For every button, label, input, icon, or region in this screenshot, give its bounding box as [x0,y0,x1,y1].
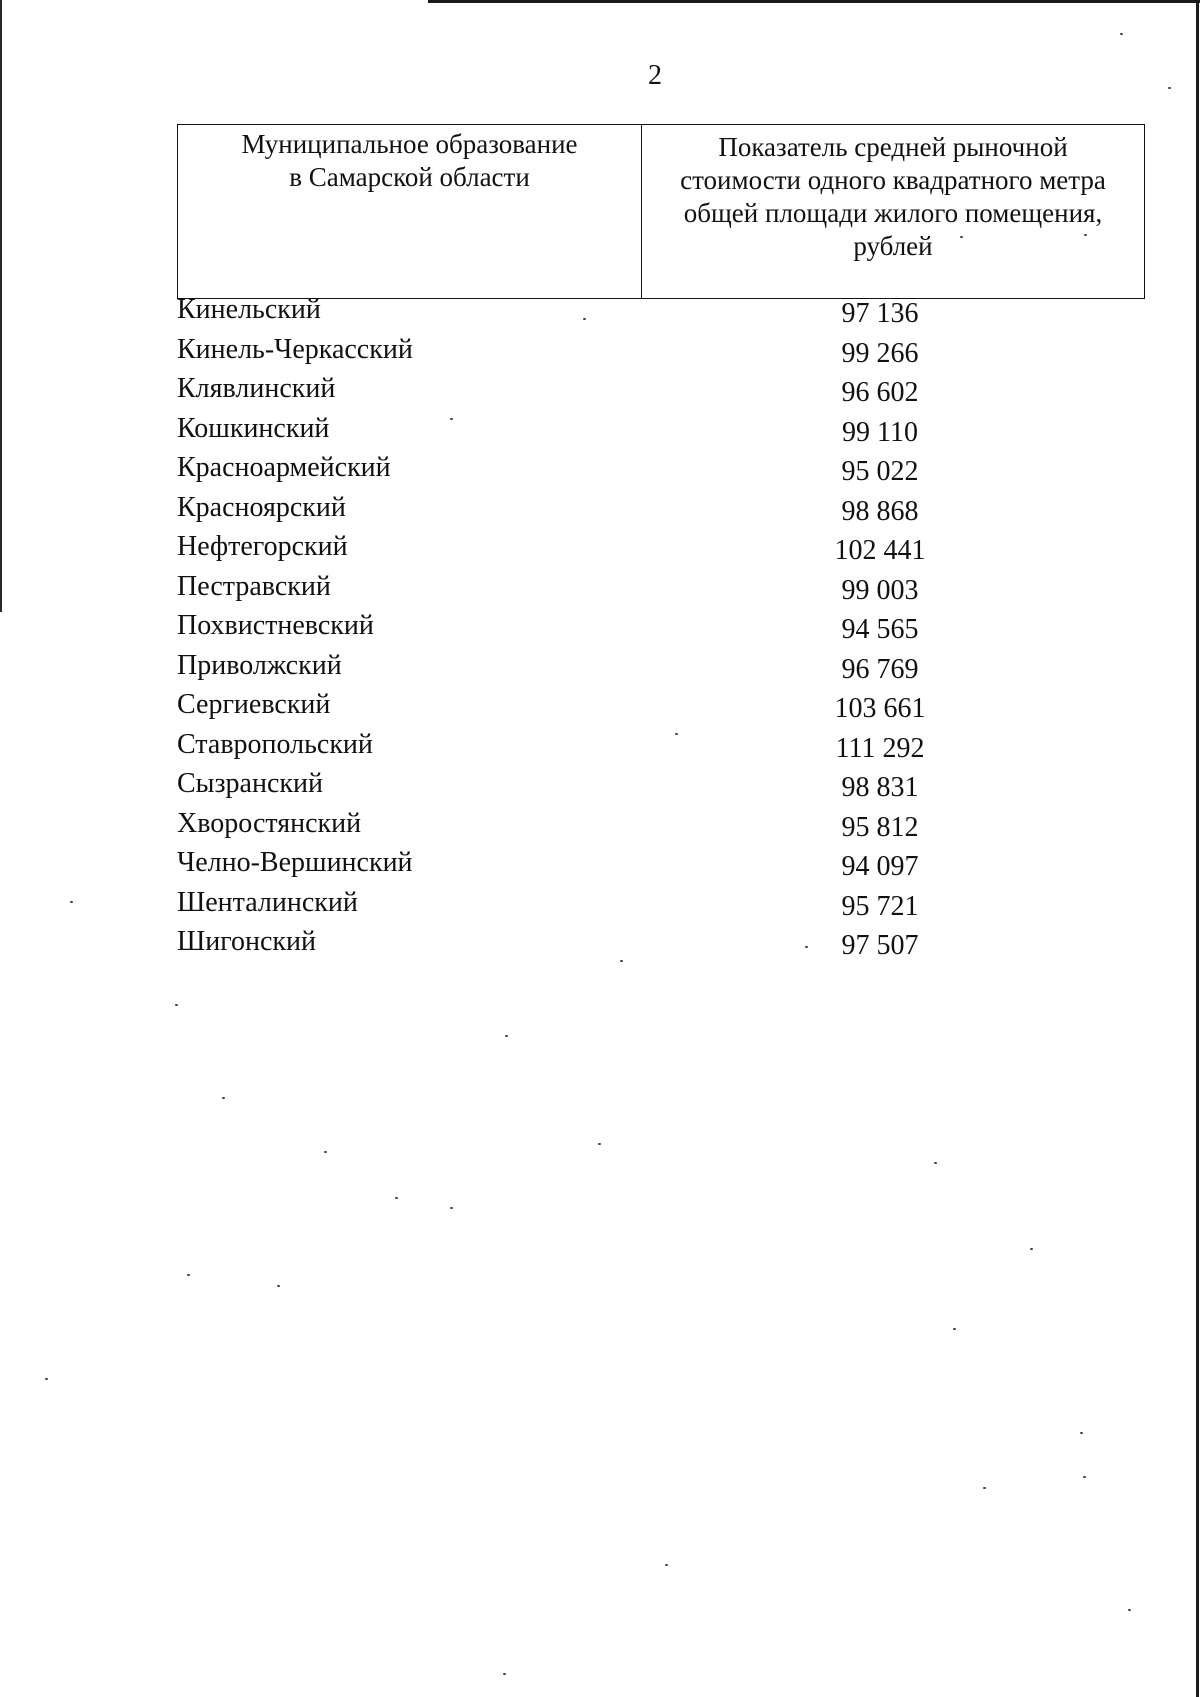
municipality-name: Хворостянский [177,807,362,839]
column-header-price [642,125,1145,299]
table-row [0,372,1200,412]
scan-speck [222,1097,225,1099]
price-value: 94 565 [841,614,919,645]
price-value: 99 110 [842,416,918,448]
price-value: 97 507 [841,930,919,961]
scan-speck [598,1143,601,1145]
municipality-name: Ставропольский [177,728,373,760]
scan-speck [675,733,678,735]
municipality-name: Шигонский [177,926,317,957]
table-row [0,451,1200,491]
price-value: 99 003 [841,574,919,606]
table-row [0,333,1200,373]
header-line: стоимости одного квадратного метра [680,165,1106,195]
table-row [0,530,1200,570]
table-row [0,846,1200,886]
scan-speck [620,960,623,962]
price-value: 95 721 [841,890,919,922]
header-line: общей площади жилого помещения, [683,198,1103,228]
scan-speck [983,1487,986,1489]
price-value: 98 868 [841,495,919,527]
scan-speck [324,1151,327,1153]
price-value: 98 831 [841,772,919,803]
price-value: 111 292 [835,732,925,764]
scan-speck [805,946,808,948]
municipality-name: Кинель-Черкасский [177,333,413,365]
price-value: 95 022 [841,456,919,487]
municipality-name: Красноярский [177,491,346,523]
scan-speck [960,236,963,238]
scan-speck [45,1378,48,1380]
municipality-name: Нефтегорский [177,531,348,562]
header-line: Муниципальное образование [241,129,578,159]
scan-speck [953,1328,956,1330]
municipality-name: Приволжский [177,649,342,681]
municipality-name: Сызранский [177,768,323,799]
municipality-name: Красноармейский [177,452,391,483]
price-value: 96 602 [841,377,919,408]
scan-speck [277,1285,280,1287]
scan-border-top [428,0,1200,3]
table-row [0,570,1200,610]
scan-speck [450,1207,453,1209]
price-value: 97 136 [841,298,919,329]
scan-speck [175,1004,178,1006]
scan-speck [934,1162,937,1164]
table-row [0,491,1200,531]
price-value: 95 812 [841,811,919,843]
scan-speck [1080,1432,1083,1434]
table-row [0,412,1200,452]
scan-speck [70,901,73,903]
table-row [0,649,1200,689]
table-row [0,807,1200,847]
price-value: 99 266 [841,337,919,369]
column-header-municipality [178,125,642,299]
page-number: 2 [648,60,662,91]
header-line: Показатель средней рыночной [718,132,1068,162]
scan-speck [1084,234,1087,236]
price-value: 96 769 [841,653,919,685]
header-line: в Самарской области [289,162,530,192]
scan-speck [665,1564,668,1566]
scan-speck [503,1673,506,1675]
table-row [0,293,1200,333]
header-line: рублей [853,231,933,261]
scan-speck [1128,1609,1131,1611]
scan-speck [505,1035,508,1037]
municipality-name: Кинельский [177,294,321,325]
scan-speck [1083,1476,1086,1478]
scan-speck [583,318,586,320]
scan-speck [395,1197,398,1199]
municipality-name: Клявлинский [177,373,336,404]
scan-speck [1120,33,1123,35]
municipality-name: Похвистневский [177,610,374,641]
scan-speck [1030,1248,1033,1250]
table-row [0,886,1200,926]
table-row [0,925,1200,965]
table-row [0,767,1200,807]
price-value: 103 661 [834,693,926,724]
table-row [0,609,1200,649]
scan-speck [1168,87,1171,89]
municipality-name: Пестравский [177,570,331,602]
table-row [0,688,1200,728]
scan-speck [187,1274,190,1276]
price-value: 94 097 [841,851,919,882]
municipality-name: Шенталинский [177,886,358,918]
municipality-name: Сергиевский [177,689,331,720]
municipality-name: Кошкинский [177,412,330,444]
table-body [0,293,1200,965]
municipality-name: Челно-Вершинский [177,847,413,878]
price-value: 102 441 [834,535,926,566]
scan-speck [450,418,453,420]
table-row [0,728,1200,768]
table-header [177,124,1145,299]
